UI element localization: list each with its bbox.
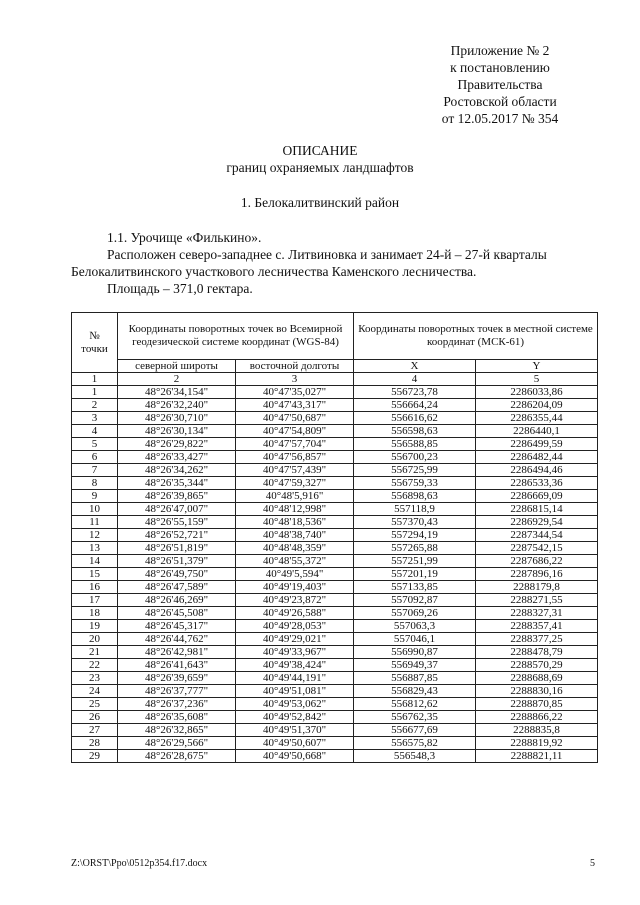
table-row [72,464,598,477]
appendix-line: Ростовской области [443,94,557,109]
table-row [72,451,598,464]
cell-point-number: 6 [72,451,118,464]
cell-latitude: 48°26'39,865" [118,490,236,503]
header-point-number: № точки [72,313,118,373]
cell-x: 556723,78 [354,386,476,399]
cell-x: 556677,69 [354,724,476,737]
cell-latitude: 48°26'28,675" [118,750,236,763]
cell-latitude: 48°26'29,822" [118,438,236,451]
table-row [72,724,598,737]
cell-y: 2286533,36 [476,477,598,490]
cell-y: 2286355,44 [476,412,598,425]
section-description-line-2: Белокалитвинского участкового лесничества Каменского лесничества. [71,264,477,279]
header-x: X [354,360,476,373]
cell-latitude: 48°26'30,134" [118,425,236,438]
cell-point-number: 7 [72,464,118,477]
cell-x: 557294,19 [354,529,476,542]
cell-point-number: 27 [72,724,118,737]
header-latitude: северной широты [118,360,236,373]
cell-point-number: 23 [72,672,118,685]
cell-y: 2287542,15 [476,542,598,555]
table-row [72,607,598,620]
cell-point-number: 12 [72,529,118,542]
cell-y: 2286440,1 [476,425,598,438]
cell-longitude: 40°47'43,317" [236,399,354,412]
header-y: Y [476,360,598,373]
footer-file-path: Z:\ORST\Ppo\0512p354.f17.docx [71,858,208,869]
cell-longitude: 40°48'38,740" [236,529,354,542]
cell-latitude: 48°26'37,777" [118,685,236,698]
cell-y: 2288870,85 [476,698,598,711]
cell-x: 557046,1 [354,633,476,646]
cell-x: 556598,63 [354,425,476,438]
cell-y: 2288821,11 [476,750,598,763]
cell-latitude: 48°26'35,608" [118,711,236,724]
cell-latitude: 48°26'42,981" [118,646,236,659]
table-row [72,711,598,724]
cell-y: 2287896,16 [476,568,598,581]
cell-x: 557370,43 [354,516,476,529]
cell-x: 557251,99 [354,555,476,568]
table-row [72,490,598,503]
cell-latitude: 48°26'51,379" [118,555,236,568]
cell-longitude: 40°47'54,809" [236,425,354,438]
table-row [72,685,598,698]
table-row [72,477,598,490]
cell-point-number: 25 [72,698,118,711]
cell-latitude: 48°26'29,566" [118,737,236,750]
cell-longitude: 40°49'50,668" [236,750,354,763]
cell-x: 557118,9 [354,503,476,516]
cell-latitude: 48°26'52,721" [118,529,236,542]
cell-longitude: 40°47'35,027" [236,386,354,399]
cell-point-number: 8 [72,477,118,490]
column-index: 3 [236,373,354,386]
cell-latitude: 48°26'47,007" [118,503,236,516]
cell-latitude: 48°26'39,659" [118,672,236,685]
cell-point-number: 13 [72,542,118,555]
table-row [72,620,598,633]
table-row [72,555,598,568]
cell-longitude: 40°49'5,594" [236,568,354,581]
cell-longitude: 40°49'53,062" [236,698,354,711]
table-row [72,386,598,399]
cell-point-number: 15 [72,568,118,581]
cell-longitude: 40°49'23,872" [236,594,354,607]
table-row [72,633,598,646]
table-row [72,698,598,711]
cell-x: 556887,85 [354,672,476,685]
table-row [72,529,598,542]
cell-point-number: 4 [72,425,118,438]
cell-longitude: 40°49'51,370" [236,724,354,737]
cell-latitude: 48°26'33,427" [118,451,236,464]
cell-y: 2286815,14 [476,503,598,516]
cell-latitude: 48°26'45,508" [118,607,236,620]
cell-longitude: 40°49'38,424" [236,659,354,672]
cell-x: 556829,43 [354,685,476,698]
cell-y: 2286033,86 [476,386,598,399]
cell-point-number: 1 [72,386,118,399]
table-row [72,672,598,685]
cell-latitude: 48°26'47,589" [118,581,236,594]
appendix-line: Приложение № 2 [450,43,550,58]
cell-x: 557063,3 [354,620,476,633]
table-row [72,581,598,594]
cell-longitude: 40°47'59,327" [236,477,354,490]
table-row [72,399,598,412]
column-index: 1 [72,373,118,386]
cell-y: 2288688,69 [476,672,598,685]
appendix-line: Правительства [457,77,543,92]
table-row [72,425,598,438]
cell-longitude: 40°49'28,053" [236,620,354,633]
cell-y: 2288271,55 [476,594,598,607]
cell-y: 2287686,22 [476,555,598,568]
appendix-header [400,42,600,127]
cell-y: 2288478,79 [476,646,598,659]
cell-y: 2286499,59 [476,438,598,451]
cell-latitude: 48°26'51,819" [118,542,236,555]
cell-x: 556812,62 [354,698,476,711]
table-row [72,594,598,607]
cell-y: 2288377,25 [476,633,598,646]
cell-x: 556616,62 [354,412,476,425]
cell-y: 2288819,92 [476,737,598,750]
cell-point-number: 29 [72,750,118,763]
cell-x: 556949,37 [354,659,476,672]
cell-y: 2288327,31 [476,607,598,620]
cell-y: 2288179,8 [476,581,598,594]
table-row [72,659,598,672]
cell-point-number: 24 [72,685,118,698]
cell-longitude: 40°48'48,359" [236,542,354,555]
cell-longitude: 40°48'55,372" [236,555,354,568]
cell-x: 557069,26 [354,607,476,620]
cell-point-number: 17 [72,594,118,607]
column-index: 4 [354,373,476,386]
cell-point-number: 3 [72,412,118,425]
cell-latitude: 48°26'46,269" [118,594,236,607]
cell-x: 557092,87 [354,594,476,607]
cell-y: 2286929,54 [476,516,598,529]
cell-y: 2287344,54 [476,529,598,542]
cell-x: 556588,85 [354,438,476,451]
cell-x: 556548,3 [354,750,476,763]
cell-y: 2286204,09 [476,399,598,412]
cell-point-number: 5 [72,438,118,451]
cell-x: 556759,33 [354,477,476,490]
cell-longitude: 40°49'33,967" [236,646,354,659]
cell-latitude: 48°26'34,154" [118,386,236,399]
cell-latitude: 48°26'34,262" [118,464,236,477]
cell-longitude: 40°48'18,536" [236,516,354,529]
column-index-row [72,373,598,386]
cell-longitude: 40°47'50,687" [236,412,354,425]
cell-point-number: 22 [72,659,118,672]
header-longitude: восточной долготы [236,360,354,373]
cell-y: 2288835,8 [476,724,598,737]
cell-longitude: 40°47'56,857" [236,451,354,464]
cell-latitude: 48°26'35,344" [118,477,236,490]
cell-longitude: 40°49'52,842" [236,711,354,724]
cell-latitude: 48°26'32,865" [118,724,236,737]
cell-y: 2286482,44 [476,451,598,464]
cell-y: 2286494,46 [476,464,598,477]
cell-x: 557265,88 [354,542,476,555]
cell-x: 556664,24 [354,399,476,412]
table-row [72,750,598,763]
cell-x: 556725,99 [354,464,476,477]
table-row [72,568,598,581]
cell-point-number: 11 [72,516,118,529]
cell-x: 556700,23 [354,451,476,464]
cell-longitude: 40°49'29,021" [236,633,354,646]
cell-point-number: 18 [72,607,118,620]
cell-longitude: 40°47'57,704" [236,438,354,451]
cell-x: 556575,82 [354,737,476,750]
section-heading: 1.1. Урочище «Филькино». [107,230,262,245]
cell-y: 2286669,09 [476,490,598,503]
column-index: 2 [118,373,236,386]
cell-point-number: 16 [72,581,118,594]
cell-point-number: 26 [72,711,118,724]
cell-latitude: 48°26'55,159" [118,516,236,529]
table-row [72,503,598,516]
header-msk61: Координаты поворотных точек в местной системе координат (МСК-61) [354,313,598,360]
table-row [72,412,598,425]
cell-y: 2288866,22 [476,711,598,724]
cell-latitude: 48°26'45,317" [118,620,236,633]
cell-latitude: 48°26'37,236" [118,698,236,711]
cell-y: 2288570,29 [476,659,598,672]
document-title: ОПИСАНИЕ [282,143,358,158]
cell-x: 556990,87 [354,646,476,659]
table-row [72,737,598,750]
appendix-line: к постановлению [450,60,550,75]
cell-latitude: 48°26'30,710" [118,412,236,425]
cell-point-number: 2 [72,399,118,412]
cell-point-number: 9 [72,490,118,503]
cell-latitude: 48°26'44,762" [118,633,236,646]
header-wgs84: Координаты поворотных точек во Всемирной геодезической системе координат (WGS-84) [118,313,354,360]
table-row [72,646,598,659]
table-row [72,438,598,451]
cell-latitude: 48°26'49,750" [118,568,236,581]
cell-x: 556762,35 [354,711,476,724]
coordinates-table-body [72,386,598,763]
document-subtitle: границ охраняемых ландшафтов [226,160,414,175]
cell-longitude: 40°48'12,998" [236,503,354,516]
cell-latitude: 48°26'32,240" [118,399,236,412]
cell-y: 2288357,41 [476,620,598,633]
cell-point-number: 21 [72,646,118,659]
cell-longitude: 40°49'44,191" [236,672,354,685]
cell-point-number: 20 [72,633,118,646]
cell-x: 557133,85 [354,581,476,594]
cell-point-number: 28 [72,737,118,750]
cell-latitude: 48°26'41,643" [118,659,236,672]
section-description-line-1: Расположен северо-западнее с. Литвиновка и занимает 24-й – 27-й кварталы [107,247,547,262]
coordinates-table [71,312,598,763]
cell-longitude: 40°49'51,081" [236,685,354,698]
column-index: 5 [476,373,598,386]
cell-point-number: 10 [72,503,118,516]
cell-point-number: 14 [72,555,118,568]
footer-page-number: 5 [590,858,595,869]
appendix-line: от 12.05.2017 № 354 [441,111,559,126]
cell-longitude: 40°47'57,439" [236,464,354,477]
cell-x: 557201,19 [354,568,476,581]
table-row [72,542,598,555]
cell-x: 556898,63 [354,490,476,503]
district-heading: 1. Белокалитвинский район [240,195,400,210]
cell-longitude: 40°49'50,607" [236,737,354,750]
cell-point-number: 19 [72,620,118,633]
cell-y: 2288830,16 [476,685,598,698]
section-area: Площадь – 371,0 гектара. [107,281,253,296]
cell-longitude: 40°48'5,916" [236,490,354,503]
cell-longitude: 40°49'19,403" [236,581,354,594]
table-row [72,516,598,529]
cell-longitude: 40°49'26,588" [236,607,354,620]
